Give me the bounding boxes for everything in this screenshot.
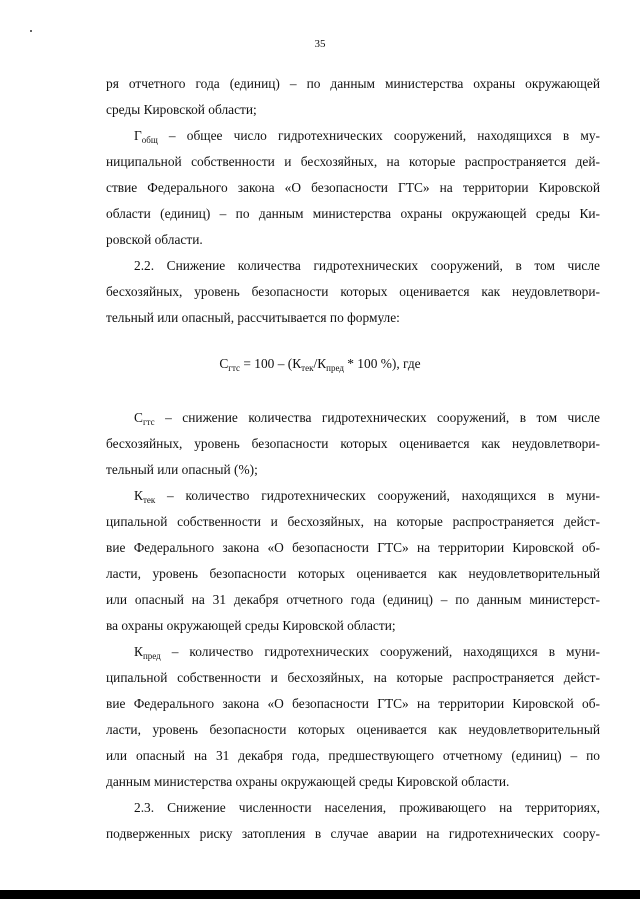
symbol-subscript: тек [142, 495, 156, 505]
paragraph-line: ласти, уровень безопасности которых оценивается как неудовлетворительный [106, 566, 600, 581]
paragraph-line: ря отчетного года (единиц) – по данным министерства охраны окружающей [106, 76, 600, 91]
definition-text: – общее число гидротехнических сооружений, находящихся в му- [157, 128, 600, 143]
symbol: С [134, 410, 143, 425]
scan-border-bar [0, 890, 640, 899]
symbol: К [134, 644, 143, 659]
symbol: К [134, 488, 143, 503]
definition-line-sgts [134, 408, 600, 427]
scan-speck [30, 30, 32, 32]
definition-line-gobsch [134, 126, 600, 145]
section-line-2-3: 2.3. Снижение численности населения, проживающего на территориях, [134, 800, 600, 815]
paragraph-line: бесхозяйных, уровень безопасности которых оценивается как неудовлетвори- [106, 436, 600, 451]
definition-text: – снижение количества гидротехнических сооружений, в том числе [154, 410, 600, 425]
definition-text: – количество гидротехнических сооружений, находящихся в муни- [160, 644, 600, 659]
symbol: Г [134, 128, 142, 143]
formula: $С_{гтс} = 100 - (К_{тек}/К_{пред} * 100$ %), где [219, 356, 421, 373]
definition-line-kpred [134, 642, 600, 661]
symbol-subscript: пред [142, 651, 161, 661]
paragraph-line: ципальной собственности и бесхозяйных, на которые распространяется дейст- [106, 670, 600, 685]
paragraph-line: среды Кировской области; [106, 102, 257, 117]
paragraph-line: ниципальной собственности и бесхозяйных, на которые распространяется дей- [106, 154, 600, 169]
paragraph-line: области (единиц) – по данным министерства охраны окружающей среды Ки- [106, 206, 600, 221]
definition-line-ktek [134, 486, 600, 505]
section-line-2-2: 2.2. Снижение количества гидротехнических сооружений, в том числе [134, 258, 600, 273]
definition-text: – количество гидротехнических сооружений, находящихся в муни- [155, 488, 600, 503]
paragraph-line: ва охраны окружающей среды Кировской области; [106, 618, 396, 633]
paragraph-line: или опасный на 31 декабря года, предшествующего отчетному (единиц) – по [106, 748, 600, 763]
paragraph-line: бесхозяйных, уровень безопасности которых оценивается как неудовлетвори- [106, 284, 600, 299]
paragraph-line: тельный или опасный (%); [106, 462, 258, 477]
symbol-subscript: общ [141, 135, 158, 145]
paragraph-line: данным министерства охраны окружающей среды Кировской области. [106, 774, 510, 789]
paragraph-line: или опасный на 31 декабря отчетного года (единиц) – по данным министерст- [106, 592, 600, 607]
paragraph-line: подверженных риску затопления в случае аварии на гидротехнических соору- [106, 826, 600, 841]
paragraph-line: ципальной собственности и бесхозяйных, на которые распространяется дейст- [106, 514, 600, 529]
paragraph-line: вие Федерального закона «О безопасности ГТС» на территории Кировской об- [106, 696, 600, 711]
page-number: 35 [314, 38, 326, 50]
paragraph-line: ровской области. [106, 232, 203, 247]
symbol-subscript: гтс [142, 417, 155, 427]
paragraph-line: ласти, уровень безопасности которых оценивается как неудовлетворительный [106, 722, 600, 737]
paragraph-line: ствие Федерального закона «О безопасности ГТС» на территории Кировской [106, 180, 600, 195]
paragraph-line: тельный или опасный, рассчитывается по формуле: [106, 310, 400, 325]
paragraph-line: вие Федерального закона «О безопасности ГТС» на территории Кировской об- [106, 540, 600, 555]
